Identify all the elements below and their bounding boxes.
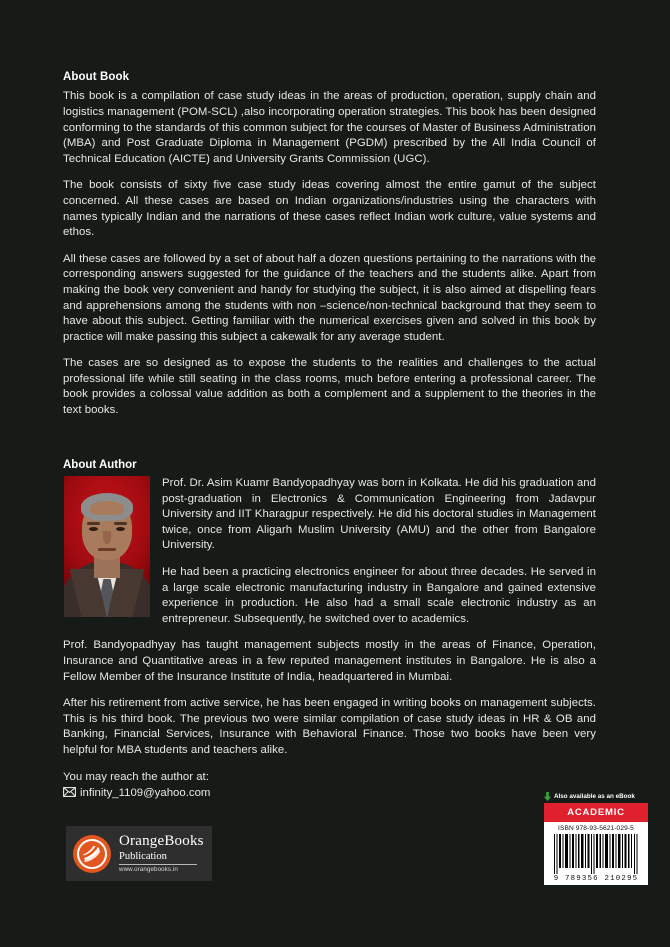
about-book-paragraph: This book is a compilation of case study ideas in the areas of production, operation, supply chain and logistics management (POM-SCL) ,also incorporating operation strategies. This book has been designed conforming to the standards of this common subject for the courses of Master of Business Administration (MBA) and Post Graduate Diploma in Management (PGDM) prescribed by the All India Council of Technical Education (AICTE) and University Grants Commission (UGC). bbox=[63, 90, 596, 165]
about-book-paragraph: All these cases are followed by a set of about half a dozen questions pertaining to the narrations with the corresponding answers suggested for the guidance of the teachers and the students alike. Apart from making the book very convenient and handy for studying the subject, it is also aimed at dispelling fears and apprehensions among the students with non –science/non-technical background that they seem to have about this subject. Getting familiar with the numerical exercises given and solved in this book by practice will make passing this subject a cakewalk for any average student. bbox=[63, 252, 596, 343]
ebook-note-text: Also available as an eBook bbox=[554, 793, 635, 800]
isbn-number: ISBN 978-93-5621-029-5 bbox=[558, 825, 634, 832]
ean13-barcode-icon bbox=[550, 834, 642, 874]
author-contact bbox=[63, 770, 596, 803]
publisher-website: www.orangebooks.in bbox=[119, 865, 178, 873]
orangebooks-logo-icon bbox=[73, 835, 111, 873]
about-author-section bbox=[63, 459, 596, 803]
envelope-icon bbox=[63, 787, 76, 803]
author-email[interactable]: infinity_1109@yahoo.com bbox=[80, 787, 211, 800]
photo-eye-right bbox=[116, 527, 125, 531]
about-book-paragraph: The cases are so designed as to expose the students to the realities and challenges to the actual professional life while still seating in the class rooms, much before entering a professional career. The book provides a colossal value addition as both a complement and a supplement to the theories in the text books. bbox=[63, 357, 596, 417]
publisher-logo[interactable] bbox=[66, 826, 212, 881]
author-paragraph: After his retirement from active service, he has been engaged in writing books on management subjects. This is his third book. The previous two were similar compilation of case study ideas in HR & OB and Banking, Financial Services, Insurance with Behavioral Finance. Those two books have been very helpful for MBA students and teachers alike. bbox=[63, 697, 596, 756]
about-book-heading: About Book bbox=[63, 71, 130, 83]
about-book-section bbox=[63, 70, 596, 419]
author-paragraph: Prof. Bandyopadhyay has taught management subjects mostly in the areas of Finance, Operation, Insurance and Quantitative areas in a few reputed management institutes in Bangalore. He is also a Fellow Member of the Insurance Institute of India, headquartered in Mumbai. bbox=[63, 639, 596, 683]
isbn-barcode-block bbox=[544, 792, 648, 885]
author-email-row bbox=[63, 786, 596, 803]
author-bio bbox=[63, 476, 596, 803]
publisher-name: OrangeBooks bbox=[119, 833, 204, 850]
ebook-availability-note bbox=[544, 792, 648, 801]
category-badge: ACADEMIC bbox=[544, 803, 648, 822]
publisher-subtitle: Publication bbox=[119, 852, 197, 865]
photo-eye-left bbox=[89, 527, 98, 531]
contact-intro: You may reach the author at: bbox=[63, 770, 209, 783]
download-arrow-icon bbox=[544, 792, 551, 801]
about-author-heading: About Author bbox=[63, 459, 137, 471]
about-book-paragraph: The book consists of sixty five case study ideas covering almost the entire gamut of the subject concerned. All these cases are based on Indian organizations/industries using the characters with names typically Indian and the narrations of these cases reflect Indian work culture, value systems and ethos. bbox=[63, 179, 596, 239]
publisher-wordmark bbox=[119, 834, 204, 873]
isbn-card bbox=[544, 803, 648, 885]
photo-brow-right bbox=[114, 522, 127, 525]
author-photo bbox=[64, 476, 150, 617]
author-paragraph: He had been a practicing electronics engineer for about three decades. He served in a large scale electronic manufacturing industry in Bangalore and gained extensive experience in production. He also had a small scale electronic industry as an entrepreneur. Subsequently, he switched over to academics. bbox=[162, 565, 596, 625]
barcode-digits: 9 789356 210295 bbox=[553, 875, 639, 883]
photo-nose bbox=[103, 531, 111, 544]
photo-hair bbox=[81, 493, 133, 521]
photo-mouth bbox=[98, 548, 116, 551]
author-paragraph: Prof. Dr. Asim Kuamr Bandyopadhyay was born in Kolkata. He did his graduation and post-graduation in Electronics & Communication Engineering from Jadavpur University and IIT Kharagpur respectively. He did his doctoral studies in Management twice, once from Aligarh Muslim University (AMU) and the other from Bangalore University. bbox=[162, 477, 596, 552]
photo-brow-left bbox=[87, 522, 100, 525]
logo-pages-icon bbox=[82, 845, 102, 863]
